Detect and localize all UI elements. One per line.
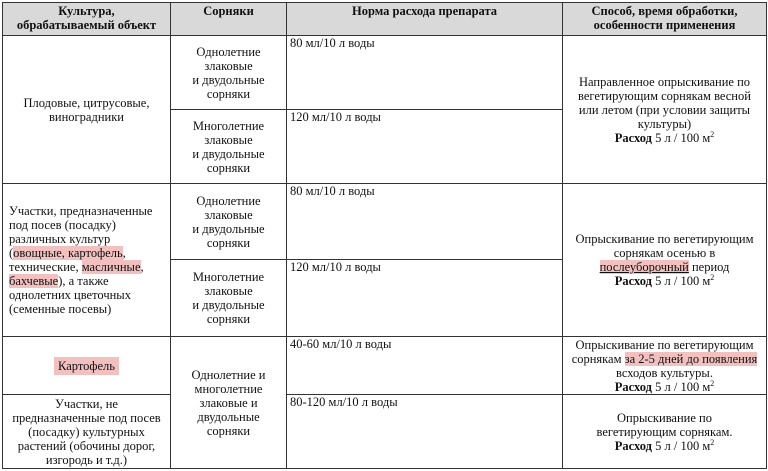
crop-text: различных культур bbox=[9, 232, 111, 246]
weeds-line: сорняки bbox=[206, 423, 251, 438]
weeds-line: сорняки bbox=[206, 235, 251, 250]
weeds-line: сорняки bbox=[206, 312, 251, 326]
rate-value: 5 л / 100 м bbox=[655, 379, 711, 394]
method-line: сорнякам осенью в bbox=[613, 246, 716, 260]
method-line: вегетирующим сорнякам весной bbox=[578, 88, 751, 103]
table-row bbox=[3, 184, 767, 260]
weeds-line: и двудольные bbox=[192, 298, 265, 312]
crop-text: под посев (посадку) bbox=[9, 218, 116, 232]
method-line: всходов культуры. bbox=[616, 365, 713, 380]
rate-label: Расход bbox=[614, 379, 652, 394]
method-line: Опрыскивание по вегетирующим bbox=[575, 232, 754, 246]
highlight-melons: бахчевые bbox=[9, 274, 59, 288]
table-row bbox=[3, 36, 767, 110]
header-norm: Норма расхода препарата bbox=[287, 3, 563, 36]
weeds-line: сорняки bbox=[206, 160, 251, 175]
cell-method-orchards bbox=[563, 36, 767, 184]
cell-method-plots bbox=[563, 184, 767, 337]
weeds-line: многолетние bbox=[194, 381, 263, 396]
crop-text: Участки, не bbox=[55, 396, 118, 411]
cell-method-potato bbox=[563, 337, 767, 395]
method-line: культуры) bbox=[637, 116, 692, 131]
cell-norm-potato: 40-60 мл/10 л воды bbox=[287, 337, 563, 395]
weeds-line: Многолетние bbox=[192, 118, 265, 133]
weeds-line: сорняки bbox=[206, 86, 251, 101]
crop-text: , bbox=[122, 246, 126, 260]
crop-text: , bbox=[140, 260, 144, 274]
rate-label: Расход bbox=[614, 274, 652, 288]
crop-text: ), а также bbox=[58, 274, 109, 288]
table-row bbox=[3, 395, 767, 469]
weeds-line: и двудольные bbox=[192, 221, 265, 236]
cell-crop-orchards bbox=[3, 36, 171, 184]
cell-norm-orchards-annual: 80 мл/10 л воды bbox=[287, 36, 563, 110]
crop-text: изгородь и т.д.) bbox=[45, 452, 128, 467]
cell-weeds-orchards-annual bbox=[171, 36, 287, 110]
cell-norm-orchards-perennial: 120 мл/10 л воды bbox=[287, 110, 563, 184]
rate-sup: 2 bbox=[710, 437, 715, 447]
cell-norm-plots-perennial: 120 мл/10 л воды bbox=[287, 260, 563, 337]
crop-text: технические, bbox=[9, 260, 79, 274]
method-line: сорнякам bbox=[571, 351, 622, 366]
highlight-vegetables-potato: овощные, картофель bbox=[13, 246, 123, 260]
header-weeds: Сорняки bbox=[171, 3, 287, 36]
rate-label: Расход bbox=[614, 438, 652, 453]
rate-sup: 2 bbox=[710, 378, 715, 388]
crop-text: ( bbox=[9, 246, 14, 260]
crop-text: растений (обочины дорог, bbox=[17, 438, 156, 453]
weeds-line: Однолетние bbox=[196, 193, 261, 208]
header-row bbox=[3, 3, 767, 36]
weeds-line: злаковые bbox=[204, 284, 253, 298]
header-method bbox=[563, 3, 767, 36]
header-culture bbox=[3, 3, 171, 36]
weeds-line: злаковые и bbox=[199, 395, 258, 410]
highlight-post-harvest: послеуборочный bbox=[599, 260, 689, 274]
rate-value: 5 л / 100 м bbox=[655, 130, 711, 145]
rate-value: 5 л / 100 м bbox=[655, 438, 711, 453]
cell-weeds-orchards-perennial bbox=[171, 110, 287, 184]
weeds-line: двудольные bbox=[197, 409, 260, 424]
method-line: вегетирующим сорнякам. bbox=[596, 424, 733, 439]
crop-orchards-line2: виноградники bbox=[49, 109, 124, 124]
weeds-line: Однолетние и bbox=[191, 367, 266, 382]
crop-text: однолетних цветочных bbox=[9, 288, 131, 302]
weeds-line: Однолетние bbox=[196, 44, 261, 59]
cell-weeds-potato-nonplots bbox=[171, 337, 287, 469]
cell-norm-nonplots: 80-120 мл/10 л воды bbox=[287, 395, 563, 469]
crop-text: Участки, предназначенные bbox=[9, 204, 153, 218]
crop-text: (посадку) культурных bbox=[28, 424, 145, 439]
weeds-line: и двудольные bbox=[192, 146, 265, 161]
cell-crop-potato bbox=[3, 337, 171, 395]
cell-norm-plots-annual: 80 мл/10 л воды bbox=[287, 184, 563, 260]
cell-weeds-plots-annual bbox=[171, 184, 287, 260]
cell-crop-plots bbox=[3, 184, 171, 337]
header-culture-line2: обрабатываемый объект bbox=[16, 18, 157, 32]
weeds-line: и двудольные bbox=[192, 72, 265, 87]
method-line: период bbox=[691, 260, 730, 274]
header-culture-line1: Культура, bbox=[58, 4, 115, 18]
header-method-line2: особенности применения bbox=[593, 18, 736, 32]
cell-crop-nonplots bbox=[3, 395, 171, 469]
herbicide-usage-table bbox=[2, 2, 767, 469]
method-line: Направленное опрыскивание по bbox=[578, 74, 751, 89]
weeds-line: злаковые bbox=[204, 58, 253, 73]
weeds-line: злаковые bbox=[204, 207, 253, 222]
table-row bbox=[3, 337, 767, 395]
cell-weeds-plots-perennial bbox=[171, 260, 287, 337]
method-line: Опрыскивание по вегетирующим bbox=[575, 337, 754, 352]
crop-text: (семенные посевы) bbox=[9, 302, 112, 316]
method-line: или летом (при условии защиты bbox=[578, 102, 751, 117]
cell-method-nonplots bbox=[563, 395, 767, 469]
rate-sup: 2 bbox=[710, 272, 715, 282]
crop-orchards-line1: Плодовые, цитрусовые, bbox=[23, 95, 150, 110]
highlight-oilseed: масличные bbox=[81, 260, 141, 274]
method-line: Опрыскивание по bbox=[617, 410, 712, 425]
highlight-potato: Картофель bbox=[54, 357, 119, 375]
highlight-2-5-days: за 2-5 дней до появления bbox=[624, 351, 758, 366]
header-method-line1: Способ, время обработки, bbox=[591, 4, 738, 18]
crop-text: предназначенные под посев bbox=[12, 410, 161, 425]
weeds-line: Многолетние bbox=[192, 270, 265, 284]
rate-sup: 2 bbox=[710, 129, 715, 139]
weeds-line: злаковые bbox=[204, 132, 253, 147]
rate-value: 5 л / 100 м bbox=[655, 274, 711, 288]
rate-label: Расход bbox=[614, 130, 652, 145]
